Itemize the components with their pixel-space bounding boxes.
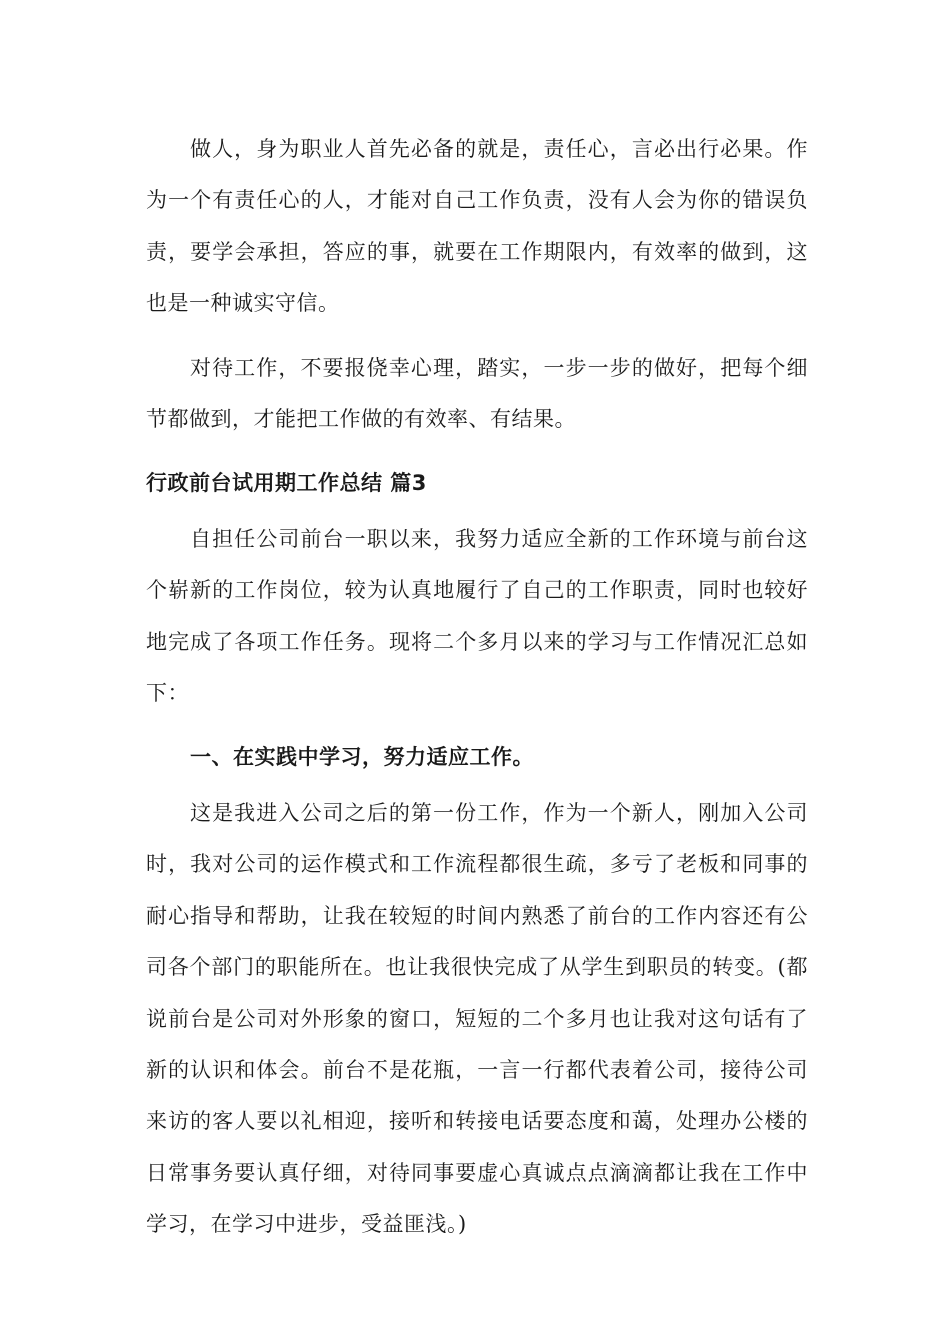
article-title: 行政前台试用期工作总结 篇3 (146, 471, 427, 496)
paragraph-responsibility: 做人，身为职业人首先必备的就是，责任心，言必出行必果。作为一个有责任心的人，才能对自己工作负责，没有人会为你的错误负责，要学会承担，答应的事，就要在工作期限内，有效率的做到，这也是一种诚实守信。 (146, 137, 808, 316)
paragraph-work-attitude: 对待工作，不要报侥幸心理，踏实，一步一步的做好，把每个细节都做到，才能把工作做的有效率、有结果。 (146, 355, 808, 432)
document-body (146, 124, 808, 1251)
paragraph-introduction: 自担任公司前台一职以来，我努力适应全新的工作环境与前台这个崭新的工作岗位，较为认真地履行了自己的工作职责，同时也较好地完成了各项工作任务。现将二个多月以来的学习与工作情况汇总如下： (146, 526, 808, 706)
section-heading-1: 一、在实践中学习，努力适应工作。 (190, 745, 534, 770)
paragraph-first-job: 这是我进入公司之后的第一份工作，作为一个新人，刚加入公司时，我对公司的运作模式和工作流程都很生疏，多亏了老板和同事的耐心指导和帮助，让我在较短的时间内熟悉了前台的工作内容还有公司各个部门的职能所在。也让我很快完成了从学生到职员的转变。(都说前台是公司对外形象的窗口，短短的二个多月也让我对这句话有了新的认识和体会。前台不是花瓶，一言一行都代表着公司，接待公司来访的客人要以礼相迎，接听和转接电话要态度和蔼，处理办公楼的日常事务要认真仔细，对待同事要虚心真诚点点滴滴都让我在工作中学习，在学习中进步，受益匪浅。) (146, 800, 808, 1237)
